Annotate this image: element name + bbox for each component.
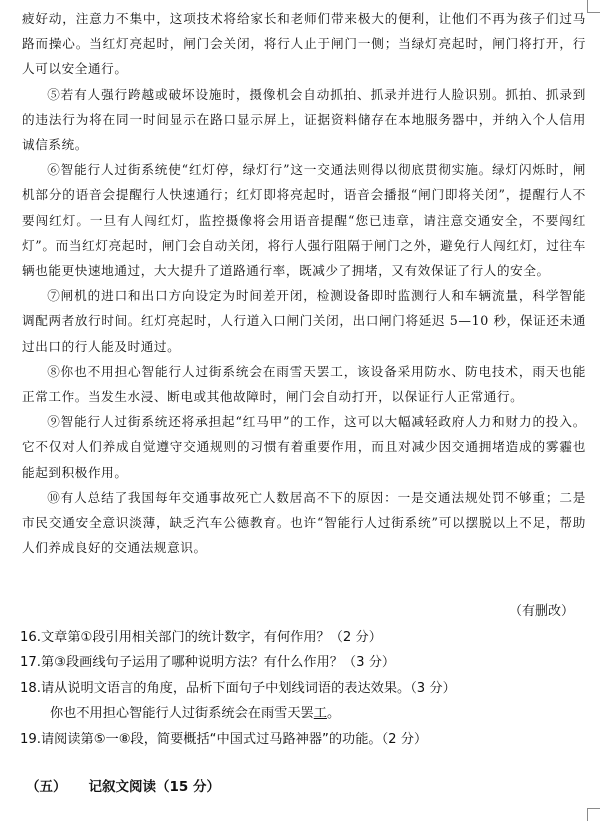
marked-word: 工	[313, 706, 327, 722]
crop-mark-top-right	[587, 0, 600, 13]
reading-passage	[22, 6, 586, 560]
section-number: （五）	[26, 779, 67, 795]
passage-paragraph-7: ⑦闸机的进口和出口方向设定为时间差开闭，检测设备即时监测行人和车辆流量，科学智能调配两者放行时间。红灯亮起时，人行道入口闸门关闭，出口闸门将延迟 5—10 秒，保证还未通过出口的行人能及时通过。	[22, 288, 586, 354]
passage-paragraph-8: ⑧你也不用担心智能行人过街系统会在雨雪天罢工，该设备采用防水、防电技术，雨天也能正常工作。当发生水浸、断电或其他故障时，闸门会自动打开，以保证行人正常通行。	[22, 363, 586, 405]
passage-paragraph-6: ⑥智能行人过街系统使“红灯停，绿灯行”这一交通法则得以彻底贯彻实施。绿灯闪烁时，闸机部分的语音会提醒行人快速通行；红灯即将亮起时，语音会播报“闸门即将关闭”，提醒行人不要闯红灯。一旦有人闯红灯，监控摄像将会用语音提醒“您已违章，请注意交通安全，不要闯红灯”。而当红灯亮起时，闸门会自动关闭，将行人强行阻隔于闸门之外，避免行人闯红灯，过往车辆也能更快速地通过，大大提升了道路通行率，既减少了拥堵，又有效保证了行人的安全。	[22, 162, 586, 279]
passage-paragraph-10: ⑩有人总结了我国每年交通事故死亡人数居高不下的原因：一是交通法规处罚不够重；二是市民交通安全意识淡薄，缺乏汽车公德教育。也许“智能行人过街系统”可以摆脱以上不足，帮助人们养成良好的交通法规意识。	[22, 489, 586, 556]
question-18: 18.请从说明文语言的角度，品析下面句子中划线词语的表达效果。（3 分）	[20, 680, 456, 696]
passage-paragraph-5: ⑤若有人强行跨越或破坏设施时，摄像机会自动抓拍、抓录并进行人脸识别。抓拍、抓录到的违法行为将在同一时间显示在路口显示屏上，证据资料储存在本地服务器中，并纳入个人信用诚信系统。	[22, 86, 586, 153]
question-16: 16.文章第①段引用相关部门的统计数字，有何作用？（2 分）	[20, 630, 382, 645]
question-list	[20, 625, 580, 752]
question-17: 17.第③段画线句子运用了哪种说明方法？有什么作用？（3 分）	[20, 655, 396, 671]
passage-paragraph-continued: 疲好动，注意力不集中，这项技术将给家长和老师们带来极大的便利，让他们不再为孩子们过马路而操心。当红灯亮起时，闸门会关闭，将行人止于闸门一侧；当绿灯亮起时，闸门将打开，行人可以安全通行。	[22, 11, 586, 77]
section-heading	[26, 775, 220, 795]
section-title: 记叙文阅读（15 分）	[88, 779, 220, 795]
question-19: 19.请阅读第⑤一⑧段，简要概括“中国式过马路神器”的功能。（2 分）	[20, 731, 428, 747]
question-18-sentence	[20, 701, 580, 726]
source-note: （有删改）	[508, 604, 574, 619]
sentence-text: 你也不用担心智能行人过街系统会在雨雪天罢	[50, 706, 314, 722]
sentence-end: 。	[326, 706, 341, 722]
crop-mark-bottom-right	[587, 808, 600, 821]
passage-paragraph-9: ⑨智能行人过街系统还将承担起“红马甲”的工作，这可以大幅减轻政府人力和财力的投入。它不仅对人们养成自觉遵守交通规则的习惯有着重要作用，而且对减少因交通拥堵造成的雾霾也能起到积极作用。	[22, 414, 586, 480]
